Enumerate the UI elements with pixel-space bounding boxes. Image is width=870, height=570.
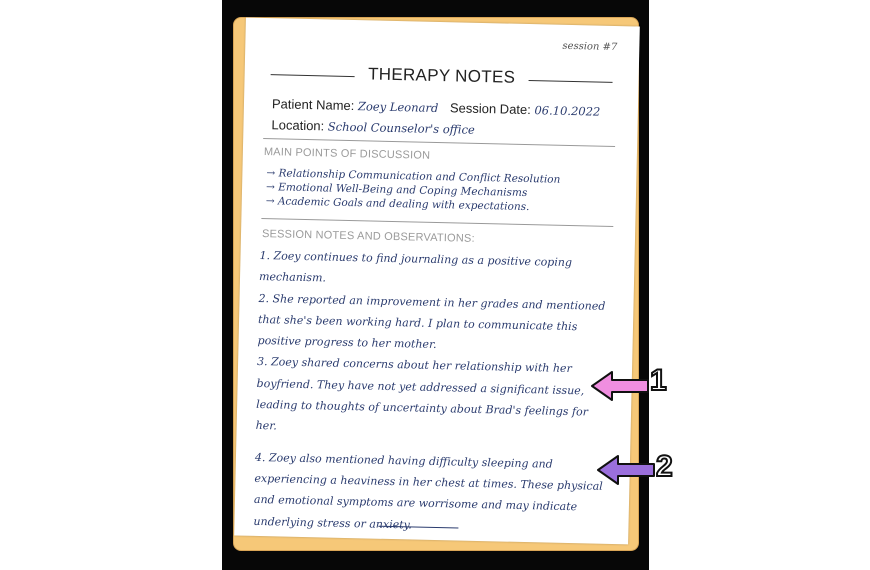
session-date-value: 06.10.2022 <box>534 103 601 119</box>
patient-name-value: Zoey Leonard <box>357 99 439 115</box>
title-block <box>262 62 620 94</box>
annotation-label-1: 1 <box>650 364 667 397</box>
page-title: THERAPY NOTES <box>367 64 516 87</box>
main-points-heading: MAIN POINTS OF DISCUSSION <box>263 146 431 162</box>
arrow-2-icon <box>596 452 656 488</box>
notes-heading: SESSION NOTES AND OBSERVATIONS: <box>261 228 475 245</box>
notes-sheet <box>234 18 640 545</box>
session-notes <box>253 245 611 540</box>
session-number: session #7 <box>562 40 618 54</box>
note-item: 3. Zoey shared concerns about her relationship with her boyfriend. They have not yet addressed a significant issue, leading to thoughts of uncertainty about Brad's feelings for her. <box>255 355 589 433</box>
patient-name-row <box>272 96 601 118</box>
session-date-label: Session Date: <box>449 100 532 118</box>
location-label: Location: <box>271 117 325 134</box>
main-point-item: → Relationship Communication and Conflict Resolution <box>266 167 561 186</box>
patient-name-label: Patient Name: <box>271 96 355 114</box>
main-point-item: → Emotional Well-Being and Coping Mechanisms <box>265 181 528 200</box>
annotation-label-2: 2 <box>656 450 673 483</box>
main-point-item: → Academic Goals and dealing with expectations. <box>265 195 530 214</box>
location-row <box>271 117 475 137</box>
note-item: 2. She reported an improvement in her grades and mentioned that she's been working hard. I plan to communicate this positive progress to her mother. <box>257 291 606 352</box>
location-value: School Counselor's office <box>327 119 475 137</box>
arrow-1-icon <box>590 368 650 404</box>
main-points-list <box>266 166 617 216</box>
divider-1 <box>263 138 615 147</box>
note-item: 4. Zoey also mentioned having difficulty sleeping and experiencing a heaviness in her chest at times. These physical and emotional symptoms are worrisome and may indicate underlying stress or anxiety. <box>253 450 603 532</box>
note-item: 1. Zoey continues to find journaling as a positive coping mechanism. <box>258 248 573 285</box>
divider-2 <box>261 218 613 227</box>
